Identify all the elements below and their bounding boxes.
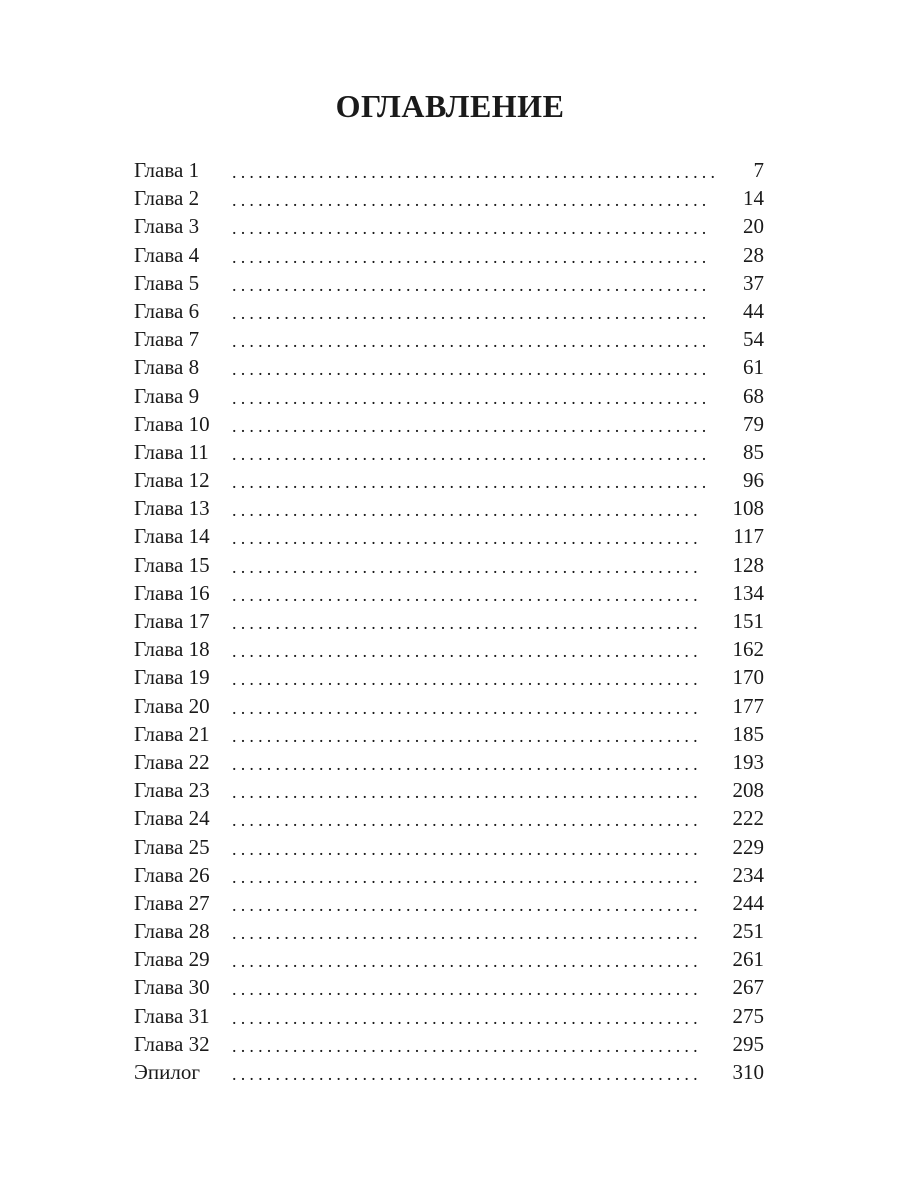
toc-entry[interactable] (134, 748, 764, 776)
toc-entry[interactable] (134, 776, 764, 804)
dot-leader: ...................................................... (232, 556, 702, 577)
toc-entry-label: Глава 27 (134, 890, 210, 915)
toc-entry-label: Глава 24 (134, 806, 210, 831)
toc-entry[interactable] (134, 353, 764, 381)
toc-entry[interactable] (134, 382, 764, 410)
toc-entry-label: Глава 11 (134, 439, 209, 464)
toc-entry[interactable] (134, 833, 764, 861)
toc-entry[interactable] (134, 466, 764, 494)
dot-leader: ...................................................... (232, 669, 702, 690)
table-of-contents (134, 156, 764, 1086)
toc-entry-label: Глава 32 (134, 1031, 210, 1056)
toc-entry-label: Глава 10 (134, 411, 210, 436)
dot-leader: ....................................................... (232, 246, 711, 267)
toc-entry[interactable] (134, 212, 764, 240)
dot-leader: ...................................................... (232, 500, 702, 521)
toc-entry[interactable] (134, 1030, 764, 1058)
dot-leader: ...................................................... (232, 951, 702, 972)
dot-leader: ....................................................... (232, 387, 711, 408)
toc-entry[interactable] (134, 692, 764, 720)
dot-leader: ....................................................... (232, 302, 711, 323)
dot-leader: ...................................................... (232, 613, 702, 633)
toc-entry-label: Глава 23 (134, 778, 210, 803)
toc-entry[interactable] (134, 720, 764, 748)
toc-entry-page-number: 170 (732, 665, 764, 690)
dot-leader: ...................................................... (232, 838, 702, 859)
toc-entry-label: Глава 3 (134, 214, 200, 239)
toc-entry-label: Глава 6 (134, 298, 200, 323)
dot-leader: ...................................................... (232, 1007, 702, 1028)
toc-entry[interactable] (134, 889, 764, 917)
toc-entry[interactable] (134, 607, 764, 635)
toc-entry[interactable] (134, 1058, 764, 1086)
toc-entry-page-number: 251 (732, 919, 764, 944)
toc-entry-page-number: 151 (732, 609, 764, 633)
toc-entry-page-number: 185 (732, 721, 764, 746)
toc-entry-page-number: 177 (732, 693, 764, 718)
toc-entry-page-number: 193 (732, 749, 764, 774)
dot-leader: ....................................................... (232, 218, 711, 239)
toc-entry[interactable] (134, 1002, 764, 1030)
dot-leader: ...................................................... (232, 641, 702, 662)
toc-entry-label: Глава 20 (134, 693, 210, 718)
dot-leader: ....................................................... (232, 190, 711, 211)
dot-leader: ....................................................... (232, 359, 711, 380)
toc-entry-label: Глава 8 (134, 355, 200, 380)
toc-entry[interactable] (134, 297, 764, 325)
toc-entry-page-number: 128 (732, 552, 764, 577)
toc-entry-label: Глава 21 (134, 721, 210, 746)
toc-entry-label: Глава 28 (134, 919, 210, 944)
toc-entry-label: Глава 16 (134, 580, 210, 605)
toc-entry-page-number: 117 (733, 524, 764, 549)
toc-entry-page-number: 244 (732, 890, 764, 915)
toc-entry-label: Глава 12 (134, 468, 210, 493)
toc-entry-label: Глава 14 (134, 524, 210, 549)
toc-entry-page-number: 14 (743, 186, 764, 211)
toc-entry[interactable] (134, 410, 764, 438)
toc-entry-page-number: 134 (732, 580, 764, 605)
dot-leader: ....................................................... (232, 274, 711, 295)
dot-leader: ...................................................... (232, 584, 702, 605)
toc-entry[interactable] (134, 522, 764, 550)
toc-entry-label: Эпилог (134, 1060, 200, 1084)
toc-entry-page-number: 85 (743, 439, 764, 464)
toc-entry-page-number: 54 (743, 327, 764, 352)
toc-entry-label: Глава 17 (134, 609, 210, 633)
toc-entry[interactable] (134, 184, 764, 212)
dot-leader: ...................................................... (232, 894, 702, 915)
toc-entry-label: Глава 22 (134, 749, 210, 774)
toc-entry-page-number: 68 (743, 383, 764, 408)
dot-leader: ...................................................... (232, 782, 702, 803)
toc-entry-label: Глава 29 (134, 947, 210, 972)
toc-entry-page-number: 162 (732, 637, 764, 662)
toc-entry-page-number: 61 (743, 355, 764, 380)
dot-leader: ...................................................... (232, 697, 702, 718)
dot-leader: ....................................................... (232, 415, 711, 436)
toc-entry-page-number: 234 (732, 862, 764, 887)
toc-entry[interactable] (134, 438, 764, 466)
toc-entry[interactable] (134, 861, 764, 889)
dot-leader: ....................................................... (232, 443, 711, 464)
toc-entry[interactable] (134, 973, 764, 1001)
toc-entry-label: Глава 31 (134, 1003, 210, 1028)
dot-leader: ...................................................... (232, 923, 702, 944)
toc-entry-page-number: 108 (732, 496, 764, 521)
toc-entry-label: Глава 5 (134, 270, 200, 295)
toc-entry[interactable] (134, 269, 764, 297)
toc-heading: ОГЛАВЛЕНИЕ (335, 88, 565, 124)
toc-entry-label: Глава 25 (134, 834, 210, 859)
dot-leader: ...................................................... (232, 1035, 702, 1056)
toc-entry[interactable] (134, 325, 764, 353)
toc-entry[interactable] (134, 579, 764, 607)
toc-entry-page-number: 7 (753, 158, 764, 182)
toc-entry[interactable] (134, 494, 764, 522)
toc-entry-page-number: 229 (732, 834, 764, 859)
toc-entry[interactable] (134, 156, 764, 184)
toc-entry-label: Глава 13 (134, 496, 210, 521)
toc-entry-page-number: 37 (743, 270, 764, 295)
toc-entry-label: Глава 2 (134, 186, 200, 211)
toc-entry-label: Глава 15 (134, 552, 210, 577)
toc-entry-page-number: 222 (732, 806, 764, 831)
toc-entry-page-number: 208 (732, 778, 764, 803)
toc-entry-page-number: 261 (732, 947, 764, 972)
dot-leader: ...................................................... (232, 753, 702, 774)
toc-entry-page-number: 96 (743, 468, 764, 493)
dot-leader: ...................................................... (232, 810, 702, 831)
toc-entry[interactable] (134, 241, 764, 269)
toc-entry-page-number: 20 (743, 214, 764, 239)
toc-entry-label: Глава 1 (134, 158, 200, 182)
toc-entry[interactable] (134, 917, 764, 945)
toc-entry-label: Глава 26 (134, 862, 210, 887)
toc-entry[interactable] (134, 551, 764, 579)
toc-entry[interactable] (134, 635, 764, 663)
dot-leader: ...................................................... (232, 866, 702, 887)
toc-entry-label: Глава 4 (134, 242, 200, 267)
dot-leader: ...................................................... (232, 725, 702, 746)
dot-leader: ...................................................... (232, 979, 702, 1000)
toc-entry-label: Глава 9 (134, 383, 200, 408)
toc-entry-label: Глава 18 (134, 637, 210, 662)
toc-entry[interactable] (134, 804, 764, 832)
toc-entry-page-number: 79 (743, 411, 764, 436)
dot-leader: ...................................................... (232, 1064, 702, 1084)
toc-entry-label: Глава 7 (134, 327, 200, 352)
toc-entry-page-number: 310 (732, 1060, 764, 1084)
toc-entry-label: Глава 19 (134, 665, 210, 690)
toc-entry-label: Глава 30 (134, 975, 210, 1000)
toc-entry-page-number: 28 (743, 242, 764, 267)
toc-entry[interactable] (134, 945, 764, 973)
toc-entry-page-number: 267 (732, 975, 764, 1000)
toc-entry-page-number: 275 (732, 1003, 764, 1028)
dot-leader: ........................................................ (232, 162, 720, 182)
dot-leader: ....................................................... (232, 331, 711, 352)
toc-entry-page-number: 295 (732, 1031, 764, 1056)
dot-leader: ....................................................... (232, 472, 711, 493)
toc-entry-page-number: 44 (743, 298, 764, 323)
dot-leader: ...................................................... (232, 528, 702, 549)
toc-entry[interactable] (134, 663, 764, 691)
